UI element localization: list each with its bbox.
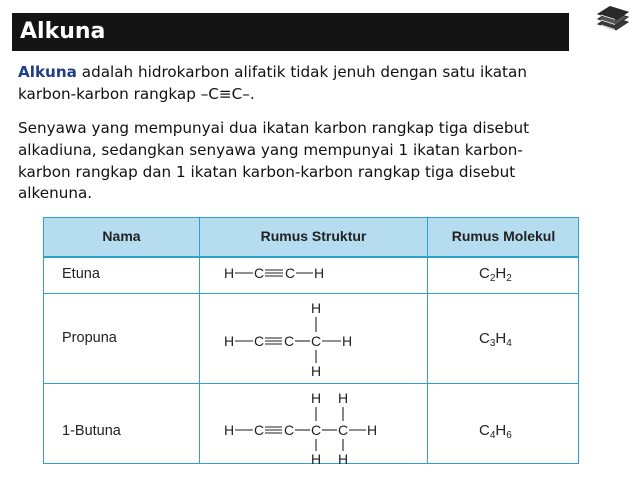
structure-1-butuna xyxy=(219,386,409,466)
definition-line-2: karbon-karbon rangkap –C≡C–. xyxy=(18,84,255,103)
atom-label: H xyxy=(224,333,235,349)
description-line: Senyawa yang mempunyai dua ikatan karbon rangkap tiga disebut xyxy=(18,119,530,137)
atom-label: H xyxy=(311,363,322,379)
definition-paragraph xyxy=(18,62,573,106)
slide-title: Alkuna xyxy=(20,19,106,44)
atom-label: C xyxy=(284,422,295,438)
row-divider xyxy=(44,383,578,384)
row-name-1-butuna: 1-Butuna xyxy=(62,423,121,439)
atom-label: C xyxy=(285,265,296,281)
atom-label: H xyxy=(311,300,322,316)
definition-line-1 xyxy=(18,62,573,84)
atom-label: H xyxy=(314,265,325,281)
molecular-formula-etuna: $C_2H_2$ xyxy=(479,265,512,284)
structure-etuna xyxy=(219,258,359,288)
atom-label: H xyxy=(338,451,349,466)
atom-label: H xyxy=(224,265,235,281)
keyword-alkuna: Alkuna xyxy=(18,63,77,81)
atom-label: C xyxy=(254,265,265,281)
molecular-formula-propuna: $C_3H_4$ xyxy=(479,330,512,349)
atom-label: H xyxy=(311,451,322,466)
header-nama: Nama xyxy=(102,228,141,244)
atom-label: C xyxy=(254,422,265,438)
molecular-formula-1-butuna: $C_4H_6$ xyxy=(479,422,512,441)
description-line: alkenuna. xyxy=(18,184,93,203)
book-stack-icon xyxy=(596,6,630,32)
atom-label: H xyxy=(224,422,235,438)
atom-label: C xyxy=(311,422,322,438)
row-name-etuna: Etuna xyxy=(62,266,100,282)
row-divider xyxy=(44,293,578,294)
atom-label: C xyxy=(254,333,265,349)
definition-line-1-rest: adalah hidrokarbon alifatik tidak jenuh dengan satu ikatan xyxy=(81,63,527,81)
description-paragraph xyxy=(18,118,573,205)
header-rumus-molekul: Rumus Molekul xyxy=(451,228,556,244)
atom-label: C xyxy=(284,333,295,349)
atom-label: C xyxy=(311,333,322,349)
atom-label: C xyxy=(338,422,349,438)
atom-label: H xyxy=(338,390,349,406)
header-rumus-struktur: Rumus Struktur xyxy=(260,228,367,244)
title-bar xyxy=(12,13,569,51)
atom-label: H xyxy=(342,333,353,349)
row-name-propuna: Propuna xyxy=(62,330,117,346)
description-line: alkadiuna, sedangkan senyawa yang mempunyai 1 ikatan karbon- xyxy=(18,140,523,159)
column-divider xyxy=(199,218,200,463)
atom-label: H xyxy=(311,390,322,406)
description-line: karbon rangkap dan 1 ikatan karbon-karbon rangkap tiga disebut xyxy=(18,162,516,181)
atom-label: H xyxy=(367,422,378,438)
structure-propuna xyxy=(219,296,379,381)
alkyne-table xyxy=(43,217,579,464)
column-divider xyxy=(427,218,428,463)
